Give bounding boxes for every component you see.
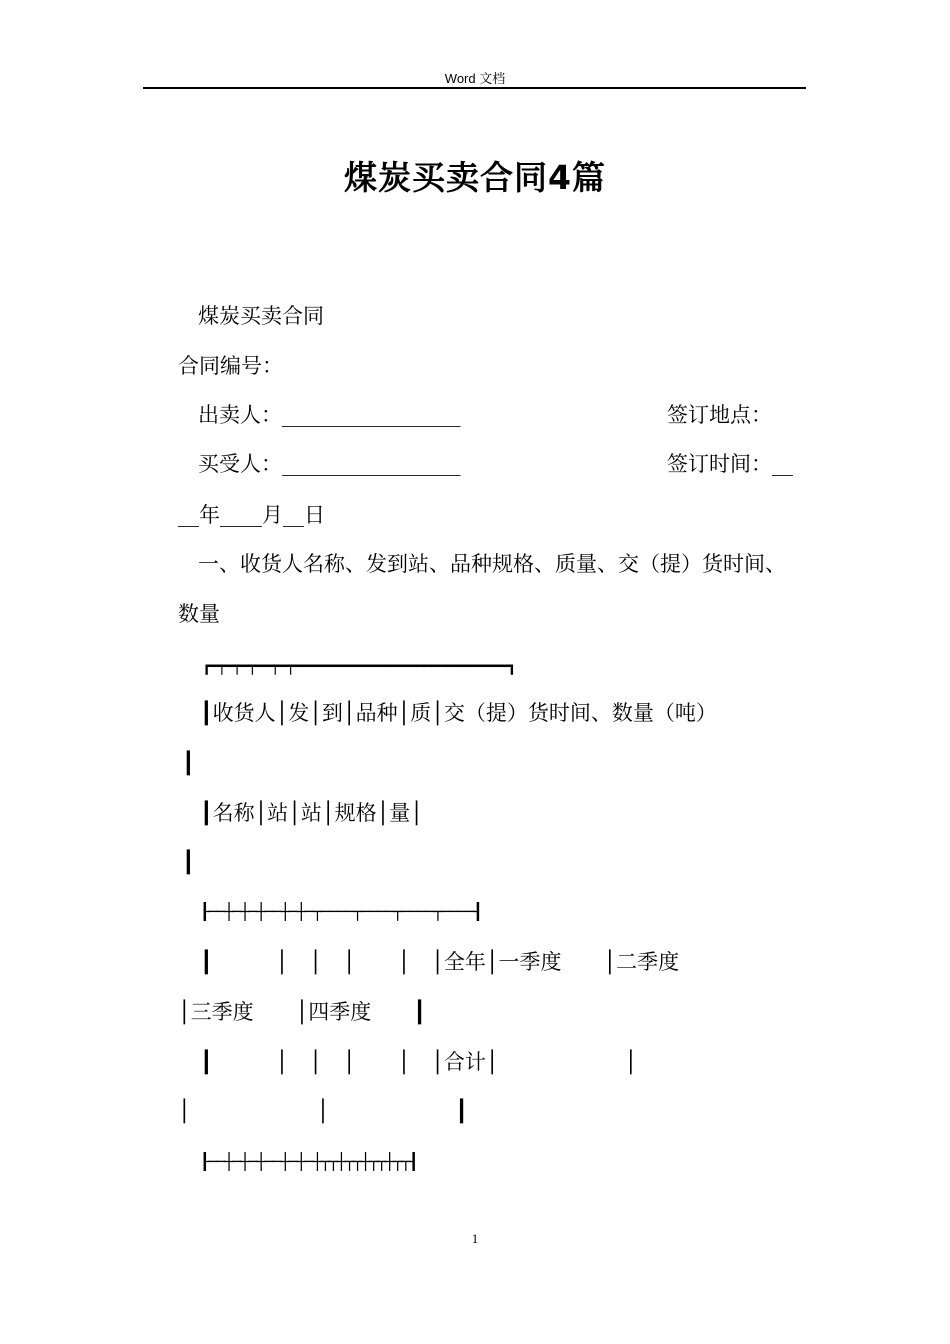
- section-1-heading-cont: 数量: [178, 602, 220, 626]
- table-separator-2: ┠──┼─┼─┼──┼─┼─┼┬┬┼┬┬┼┬┬┼┬┬┨: [200, 1152, 417, 1171]
- sign-place-label: 签订地点：: [667, 403, 772, 427]
- buyer-field: 买受人：_________________: [198, 452, 461, 476]
- seller-field: 出卖人：_________________: [198, 403, 461, 427]
- table-header-row-2: ┃名称│站│站│规格│量│: [200, 801, 423, 825]
- sign-time-label: 签订时间：__: [667, 452, 793, 476]
- table-separator-1: ┠──┼─┼─┼──┼─┼─┬────┬────┬────┬────┨: [200, 902, 482, 921]
- table-row-quarters-cont: │三季度 │四季度 ┃: [178, 1000, 426, 1024]
- contract-number-label: 合同编号：: [178, 354, 283, 378]
- header-divider: [143, 87, 806, 89]
- table-header-row-2-end: ┃: [182, 850, 195, 874]
- table-header-row-1-end: ┃: [182, 751, 195, 775]
- table-top-border: ┏━┯━┯━┯━━┯━┯━━━━━━━━━━━━━━━━━━━━━━━━━━━━┓: [202, 657, 515, 675]
- table-row-total: ┃ │ │ │ │ │合计│ │: [200, 1050, 638, 1074]
- page-number: 1: [471, 1231, 479, 1246]
- sign-date: __年____月__日: [178, 503, 325, 527]
- contract-subtitle: 煤炭买卖合同: [198, 304, 324, 328]
- table-header-row-1: ┃收货人│发│到│品种│质│交（提）货时间、数量（吨）: [200, 701, 717, 725]
- page-header-label: Word 文档: [444, 71, 506, 86]
- table-row-quarters: ┃ │ │ │ │ │全年│一季度 │二季度: [200, 950, 680, 974]
- section-1-heading: 一、收货人名称、发到站、品种规格、质量、交（提）货时间、: [198, 552, 786, 576]
- table-row-total-cont: │ │ ┃: [178, 1099, 468, 1123]
- document-title: 煤炭买卖合同4篇: [344, 158, 606, 197]
